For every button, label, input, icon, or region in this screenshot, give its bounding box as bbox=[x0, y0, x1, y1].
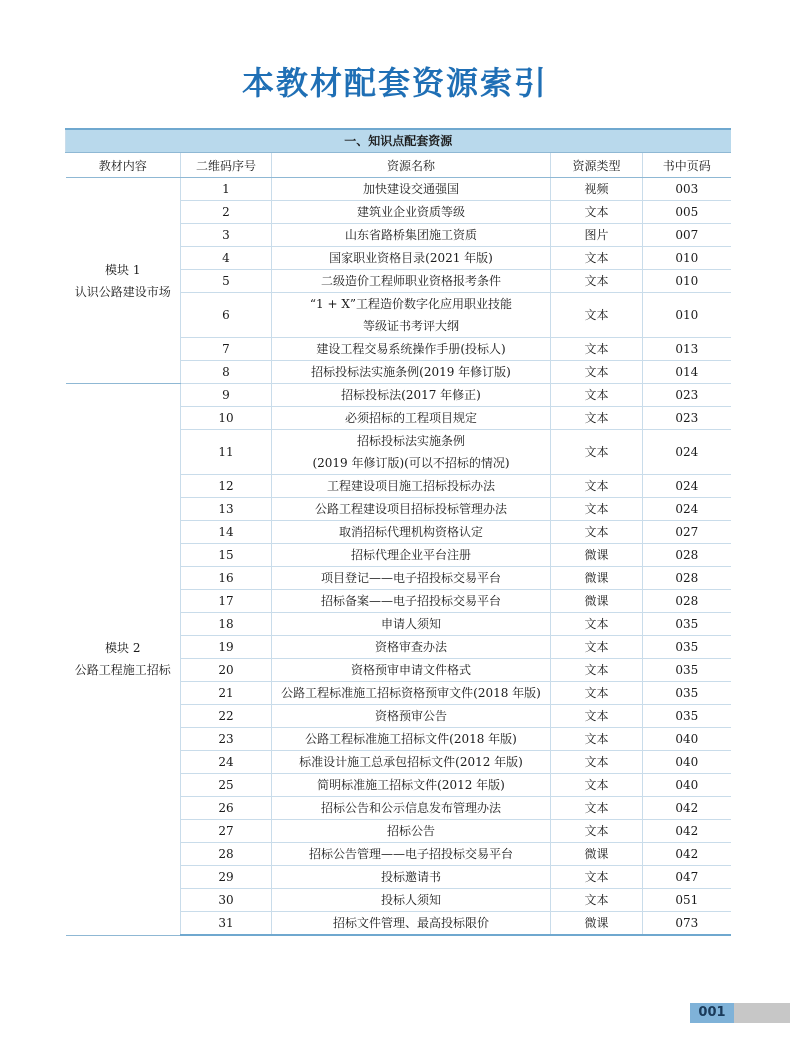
resource-type-cell: 文本 bbox=[551, 293, 643, 338]
resource-name-cell bbox=[272, 912, 551, 936]
page-cell: 023 bbox=[643, 407, 731, 430]
resource-name-cell bbox=[272, 430, 551, 475]
page-cell: 040 bbox=[643, 774, 731, 797]
resource-type-cell: 文本 bbox=[551, 728, 643, 751]
qr-number-cell: 15 bbox=[181, 544, 272, 567]
resource-name-cell bbox=[272, 866, 551, 889]
qr-number-cell: 2 bbox=[181, 201, 272, 224]
resource-name-cell bbox=[272, 797, 551, 820]
column-header-qr-number: 二维码序号 bbox=[181, 153, 272, 178]
qr-number-cell: 17 bbox=[181, 590, 272, 613]
resource-type-cell: 文本 bbox=[551, 866, 643, 889]
resource-type-cell: 文本 bbox=[551, 475, 643, 498]
resource-name-cell bbox=[272, 384, 551, 407]
resource-index-table bbox=[65, 128, 730, 936]
page-cell: 040 bbox=[643, 728, 731, 751]
module-cell bbox=[66, 178, 181, 384]
resource-name-cell bbox=[272, 498, 551, 521]
page-cell: 035 bbox=[643, 705, 731, 728]
page-cell: 010 bbox=[643, 293, 731, 338]
qr-number-cell: 16 bbox=[181, 567, 272, 590]
resource-name-line: (2019 年修订版)(可以不招标的情况) bbox=[312, 456, 510, 470]
resource-type-cell: 文本 bbox=[551, 682, 643, 705]
qr-number-cell: 21 bbox=[181, 682, 272, 705]
page-number-tab bbox=[690, 1003, 790, 1023]
resource-name-cell bbox=[272, 728, 551, 751]
resource-name-cell bbox=[272, 613, 551, 636]
resource-name-line: 招标投标法(2017 年修正) bbox=[341, 388, 481, 402]
resource-name-line: 招标公告管理——电子招投标交易平台 bbox=[308, 847, 513, 861]
resource-name-cell bbox=[272, 178, 551, 201]
resource-name-cell bbox=[272, 682, 551, 705]
resource-name-cell bbox=[272, 338, 551, 361]
page-cell: 027 bbox=[643, 521, 731, 544]
resource-type-cell: 微课 bbox=[551, 843, 643, 866]
qr-number-cell: 3 bbox=[181, 224, 272, 247]
qr-number-cell: 5 bbox=[181, 270, 272, 293]
page-cell: 035 bbox=[643, 613, 731, 636]
qr-number-cell: 9 bbox=[181, 384, 272, 407]
resource-name-line: “1 + X”工程造价数字化应用职业技能 bbox=[309, 297, 513, 311]
resource-name-line: 简明标准施工招标文件(2012 年版) bbox=[317, 778, 505, 792]
resource-name-cell bbox=[272, 843, 551, 866]
resource-type-cell: 文本 bbox=[551, 201, 643, 224]
resource-name-cell bbox=[272, 544, 551, 567]
page-title: 本教材配套资源索引 bbox=[241, 64, 548, 102]
qr-number-cell: 23 bbox=[181, 728, 272, 751]
qr-number-cell: 11 bbox=[181, 430, 272, 475]
resource-name-line: 建筑业企业资质等级 bbox=[356, 205, 465, 219]
resource-name-cell bbox=[272, 201, 551, 224]
resource-name-line: 二级造价工程师职业资格报考条件 bbox=[320, 274, 501, 288]
module-title: 公路工程施工招标 bbox=[74, 663, 171, 678]
resource-name-cell bbox=[272, 521, 551, 544]
qr-number-cell: 25 bbox=[181, 774, 272, 797]
page-cell: 051 bbox=[643, 889, 731, 912]
resource-name-line: 标准设计施工总承包招标文件(2012 年版) bbox=[299, 755, 523, 769]
resource-name-line: 投标人须知 bbox=[380, 893, 441, 907]
resource-name-cell bbox=[272, 475, 551, 498]
resource-name-cell bbox=[272, 567, 551, 590]
resource-type-cell: 图片 bbox=[551, 224, 643, 247]
page-cell: 024 bbox=[643, 475, 731, 498]
resource-name-line: 招标代理企业平台注册 bbox=[350, 548, 471, 562]
resource-type-cell: 文本 bbox=[551, 270, 643, 293]
resource-type-cell: 文本 bbox=[551, 407, 643, 430]
resource-name-cell bbox=[272, 270, 551, 293]
qr-number-cell: 19 bbox=[181, 636, 272, 659]
qr-number-cell: 31 bbox=[181, 912, 272, 936]
page-number: 001 bbox=[698, 1005, 726, 1020]
page-cell: 042 bbox=[643, 797, 731, 820]
module-number: 模块 1 bbox=[105, 262, 141, 277]
resource-name-cell bbox=[272, 293, 551, 338]
page-cell: 047 bbox=[643, 866, 731, 889]
page-cell: 014 bbox=[643, 361, 731, 384]
qr-number-cell: 18 bbox=[181, 613, 272, 636]
resource-type-cell: 文本 bbox=[551, 521, 643, 544]
resource-name-cell bbox=[272, 751, 551, 774]
column-header-page: 书中页码 bbox=[643, 153, 731, 178]
resource-type-cell: 文本 bbox=[551, 361, 643, 384]
page-cell: 042 bbox=[643, 843, 731, 866]
resource-name-line: 申请人须知 bbox=[380, 617, 441, 631]
qr-number-cell: 1 bbox=[181, 178, 272, 201]
resource-name-line: 资格预审公告 bbox=[374, 709, 447, 723]
resource-name-line: 公路工程建设项目招标投标管理办法 bbox=[314, 502, 507, 516]
page-cell: 042 bbox=[643, 820, 731, 843]
section-title: 一、知识点配套资源 bbox=[66, 129, 731, 153]
column-header-content: 教材内容 bbox=[66, 153, 181, 178]
qr-number-cell: 7 bbox=[181, 338, 272, 361]
qr-number-cell: 6 bbox=[181, 293, 272, 338]
qr-number-cell: 8 bbox=[181, 361, 272, 384]
resource-type-cell: 文本 bbox=[551, 705, 643, 728]
qr-number-cell: 14 bbox=[181, 521, 272, 544]
resource-name-line: 公路工程标准施工招标文件(2018 年版) bbox=[305, 732, 517, 746]
resource-name-line: 等级证书考评大纲 bbox=[362, 319, 459, 333]
resource-name-cell bbox=[272, 659, 551, 682]
resource-type-cell: 文本 bbox=[551, 774, 643, 797]
resource-type-cell: 文本 bbox=[551, 498, 643, 521]
qr-number-cell: 26 bbox=[181, 797, 272, 820]
resource-name-line: 取消招标代理机构资格认定 bbox=[338, 525, 483, 539]
page-cell: 035 bbox=[643, 659, 731, 682]
qr-number-cell: 4 bbox=[181, 247, 272, 270]
resource-type-cell: 文本 bbox=[551, 613, 643, 636]
page-cell: 028 bbox=[643, 544, 731, 567]
resource-type-cell: 视频 bbox=[551, 178, 643, 201]
resource-name-line: 必须招标的工程项目规定 bbox=[344, 411, 477, 425]
page-cell: 007 bbox=[643, 224, 731, 247]
qr-number-cell: 13 bbox=[181, 498, 272, 521]
resource-type-cell: 文本 bbox=[551, 659, 643, 682]
qr-number-cell: 28 bbox=[181, 843, 272, 866]
resource-name-cell bbox=[272, 705, 551, 728]
resource-name-cell bbox=[272, 247, 551, 270]
resource-name-line: 投标邀请书 bbox=[380, 870, 441, 884]
resource-type-cell: 微课 bbox=[551, 544, 643, 567]
module-title: 认识公路建设市场 bbox=[74, 284, 171, 299]
resource-name-line: 招标投标法实施条例 bbox=[356, 434, 465, 448]
resource-type-cell: 文本 bbox=[551, 247, 643, 270]
module-cell bbox=[66, 384, 181, 936]
resource-name-line: 招标公告和公示信息发布管理办法 bbox=[320, 801, 501, 815]
qr-number-cell: 29 bbox=[181, 866, 272, 889]
page-cell: 013 bbox=[643, 338, 731, 361]
resource-type-cell: 文本 bbox=[551, 751, 643, 774]
resource-type-cell: 微课 bbox=[551, 567, 643, 590]
resource-type-cell: 文本 bbox=[551, 797, 643, 820]
qr-number-cell: 20 bbox=[181, 659, 272, 682]
page-cell: 028 bbox=[643, 567, 731, 590]
module-number: 模块 2 bbox=[105, 641, 141, 656]
resource-type-cell: 文本 bbox=[551, 889, 643, 912]
resource-name-cell bbox=[272, 820, 551, 843]
resource-type-cell: 文本 bbox=[551, 636, 643, 659]
resource-name-line: 项目登记——电子招投标交易平台 bbox=[320, 571, 501, 585]
resource-type-cell: 微课 bbox=[551, 912, 643, 936]
resource-name-line: 资格审查办法 bbox=[374, 640, 447, 654]
resource-name-cell bbox=[272, 407, 551, 430]
page-cell: 040 bbox=[643, 751, 731, 774]
column-header-resource-type: 资源类型 bbox=[551, 153, 643, 178]
resource-type-cell: 文本 bbox=[551, 338, 643, 361]
resource-name-line: 资格预审申请文件格式 bbox=[350, 663, 471, 677]
resource-name-line: 招标投标法实施条例(2019 年修订版) bbox=[311, 365, 511, 379]
page-cell: 028 bbox=[643, 590, 731, 613]
resource-name-line: 国家职业资格目录(2021 年版) bbox=[329, 251, 493, 265]
table-row bbox=[66, 384, 731, 407]
resource-type-cell: 文本 bbox=[551, 430, 643, 475]
resource-name-cell bbox=[272, 774, 551, 797]
page-cell: 023 bbox=[643, 384, 731, 407]
qr-number-cell: 12 bbox=[181, 475, 272, 498]
page-cell: 010 bbox=[643, 247, 731, 270]
resource-name-cell bbox=[272, 636, 551, 659]
resource-name-cell bbox=[272, 224, 551, 247]
page-cell: 003 bbox=[643, 178, 731, 201]
qr-number-cell: 27 bbox=[181, 820, 272, 843]
page-cell: 035 bbox=[643, 636, 731, 659]
page-cell: 073 bbox=[643, 912, 731, 936]
resource-name-line: 招标文件管理、最高投标限价 bbox=[332, 916, 489, 930]
resource-name-line: 招标备案——电子招投标交易平台 bbox=[320, 594, 501, 608]
page-cell: 005 bbox=[643, 201, 731, 224]
page-cell: 024 bbox=[643, 430, 731, 475]
page-cell: 024 bbox=[643, 498, 731, 521]
resource-name-line: 山东省路桥集团施工资质 bbox=[344, 228, 477, 242]
resource-name-line: 加快建设交通强国 bbox=[362, 182, 459, 196]
resource-type-cell: 微课 bbox=[551, 590, 643, 613]
resource-name-line: 工程建设项目施工招标投标办法 bbox=[326, 479, 495, 493]
resource-name-line: 公路工程标准施工招标资格预审文件(2018 年版) bbox=[281, 686, 541, 700]
table-row bbox=[66, 178, 731, 201]
page-cell: 010 bbox=[643, 270, 731, 293]
resource-name-cell bbox=[272, 590, 551, 613]
qr-number-cell: 24 bbox=[181, 751, 272, 774]
qr-number-cell: 22 bbox=[181, 705, 272, 728]
column-header-resource-name: 资源名称 bbox=[272, 153, 551, 178]
resource-name-cell bbox=[272, 889, 551, 912]
resource-type-cell: 文本 bbox=[551, 820, 643, 843]
resource-name-line: 招标公告 bbox=[386, 824, 435, 838]
qr-number-cell: 10 bbox=[181, 407, 272, 430]
resource-type-cell: 文本 bbox=[551, 384, 643, 407]
qr-number-cell: 30 bbox=[181, 889, 272, 912]
page-cell: 035 bbox=[643, 682, 731, 705]
resource-name-cell bbox=[272, 361, 551, 384]
resource-name-line: 建设工程交易系统操作手册(投标人) bbox=[316, 342, 506, 356]
